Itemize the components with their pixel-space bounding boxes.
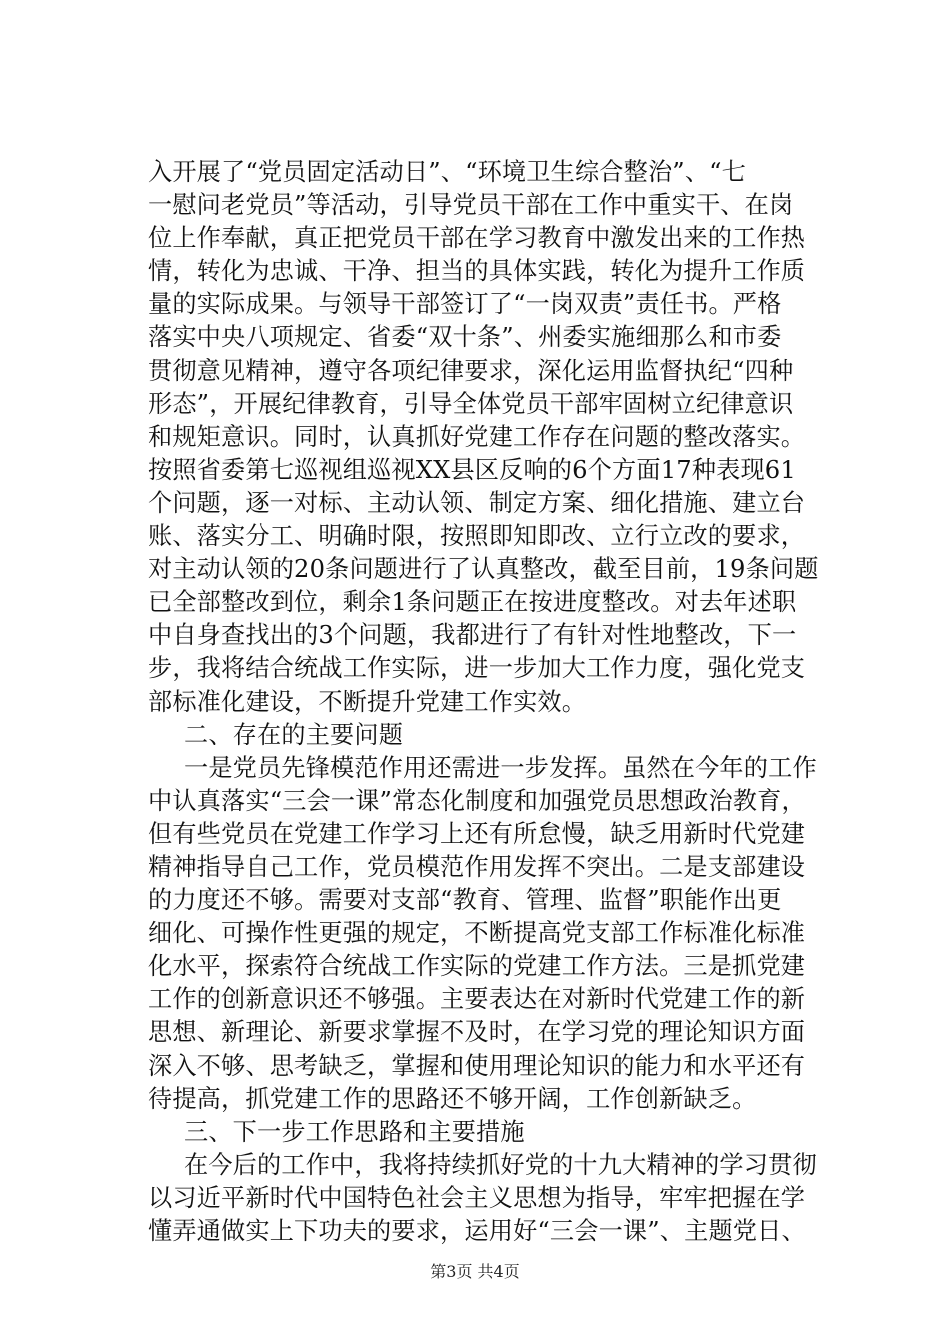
section-heading-problems: 二、存在的主要问题 bbox=[184, 720, 404, 749]
text-line: 的力度还不够。需要对支部“教育、管理、监督”职能作出更 bbox=[148, 886, 782, 915]
text-line: 细化、可操作性更强的规定，不断提高党支部工作标准化标准 bbox=[148, 919, 806, 948]
text-line: 工作的创新意识还不够强。主要表达在对新时代党建工作的新 bbox=[148, 985, 806, 1014]
text-line: 中认真落实“三会一课”常态化制度和加强党员思想政治教育， bbox=[148, 786, 806, 815]
text-line: 深入不够、思考缺乏，掌握和使用理论知识的能力和水平还有 bbox=[148, 1051, 806, 1080]
text-line: 已全部整改到位，剩余1条问题正在按进度整改。对去年述职 bbox=[148, 588, 797, 617]
text-line: 一慰问老党员”等活动，引导党员干部在工作中重实干、在岗 bbox=[148, 191, 794, 220]
text-line: 账、落实分工、明确时限，按照即知即改、立行立改的要求， bbox=[148, 522, 806, 551]
text-line: 以习近平新时代中国特色社会主义思想为指导，牢牢把握在学 bbox=[148, 1183, 806, 1212]
text-line: 形态”，开展纪律教育，引导全体党员干部牢固树立纪律意识 bbox=[148, 389, 794, 418]
text-line: 按照省委第七巡视组巡视XX县区反响的6个方面17种表现61 bbox=[148, 455, 796, 484]
text-line: 贯彻意见精神，遵守各项纪律要求，深化运用监督执纪“四种 bbox=[148, 356, 794, 385]
text-line: 入开展了“党员固定活动日”、“环境卫生综合整治”、“七 bbox=[148, 158, 747, 186]
text-line: 量的实际成果。与领导干部签订了“一岗双责”责任书。严格 bbox=[148, 290, 782, 319]
text-line: 步，我将结合统战工作实际，进一步加大工作力度，强化党支 bbox=[148, 654, 806, 683]
text-line: 和规矩意识。同时，认真抓好党建工作存在问题的整改落实。 bbox=[148, 422, 806, 451]
text-line: 懂弄通做实上下功夫的要求，运用好“三会一课”、主题党日、 bbox=[148, 1217, 806, 1245]
page-number-footer: 第3页 共4页 bbox=[430, 1262, 520, 1281]
text-line: 但有些党员在党建工作学习上还有所怠慢，缺乏用新时代党建 bbox=[148, 819, 806, 848]
text-line: 化水平，探索符合统战工作实际的党建工作方法。三是抓党建 bbox=[148, 952, 806, 981]
text-line: 部标准化建设，不断提升党建工作实效。 bbox=[148, 687, 587, 716]
paragraph-first-line: 在今后的工作中，我将持续抓好党的十九大精神的学习贯彻 bbox=[184, 1150, 817, 1179]
text-line: 位上作奉献，真正把党员干部在学习教育中激发出来的工作热 bbox=[148, 224, 806, 253]
document-body bbox=[148, 156, 838, 1248]
text-line: 精神指导自己工作，党员模范作用发挥不突出。二是支部建设 bbox=[148, 852, 806, 881]
text-line: 落实中央八项规定、省委“双十条”、州委实施细那么和市委 bbox=[148, 323, 782, 352]
text-line: 中自身查找出的3个问题，我都进行了有针对性地整改，下一 bbox=[148, 621, 797, 650]
text-line: 待提高，抓党建工作的思路还不够开阔，工作创新缺乏。 bbox=[148, 1084, 757, 1113]
section-heading-next-steps: 三、下一步工作思路和主要措施 bbox=[184, 1117, 525, 1146]
text-line: 个问题，逐一对标、主动认领、制定方案、细化措施、建立台 bbox=[148, 488, 806, 517]
text-line: 情，转化为忠诚、干净、担当的具体实践，转化为提升工作质 bbox=[148, 257, 806, 286]
paragraph-first-line: 一是党员先锋模范作用还需进一步发挥。虽然在今年的工作 bbox=[184, 753, 817, 782]
text-line: 对主动认领的20条问题进行了认真整改，截至目前，19条问题 bbox=[148, 555, 819, 584]
text-line: 思想、新理论、新要求掌握不及时，在学习党的理论知识方面 bbox=[148, 1018, 806, 1047]
